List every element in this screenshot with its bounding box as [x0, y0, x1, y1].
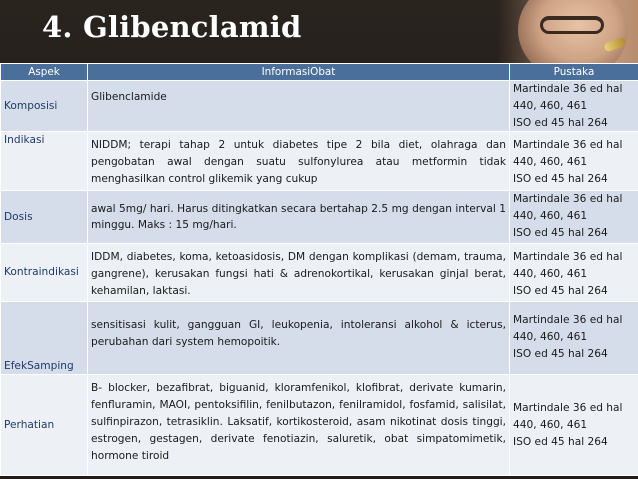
- informasi-cell: B- blocker, bezafibrat, biguanid, kloramfenikol, klofibrat, derivate kumarin, fenfluramin, MAOI, pentoksifilin, fenilbutazon, fenilramidol, fosfamid, salisilat, sulfinpirazon, tetrasiklin. Laksatif, kortikosteroid, asam nikotinat dosis tinggi, estrogen, gestagen, derivate fenotiazin, saluretik, obat simpatomimetik, hormone tiroid: [88, 375, 510, 476]
- pustaka-cell: Martindale 36 ed hal 440, 460, 461 ISO ed 45 hal 264: [510, 191, 638, 244]
- table-header-row: [1, 64, 638, 81]
- pustaka-cell: Martindale 36 ed hal 440, 460, 461 ISO ed 45 hal 264: [510, 375, 638, 476]
- informasi-cell: Glibenclamide: [88, 81, 510, 132]
- informasi-cell: IDDM, diabetes, koma, ketoasidosis, DM dengan komplikasi (demam, trauma, gangrene), kerusakan fungsi hati & adrenokortikal, kerusakan ginjal berat, kehamilan, laktasi.: [88, 244, 510, 302]
- header-photo: [498, 0, 638, 64]
- header-aspek: Aspek: [1, 64, 88, 81]
- table-row: [1, 244, 638, 302]
- aspek-cell: Komposisi: [1, 81, 88, 132]
- table-row: [1, 191, 638, 244]
- table-row: [1, 81, 638, 132]
- table-row: [1, 375, 638, 476]
- informasi-cell: NIDDM; terapi tahap 2 untuk diabetes tipe 2 bila diet, olahraga dan pengobatan awal dengan suatu sulfonylurea atau metformin tidak menghasilkan control glikemik yang cukup: [88, 132, 510, 191]
- informasi-cell: awal 5mg/ hari. Harus ditingkatkan secara bertahap 2.5 mg dengan interval 1 minggu. Maks : 15 mg/hari.: [88, 191, 510, 244]
- header-pustaka: Pustaka: [510, 64, 638, 81]
- pustaka-cell: Martindale 36 ed hal 440, 460, 461 ISO ed 45 hal 264: [510, 244, 638, 302]
- drug-info-table: [0, 63, 638, 476]
- pustaka-cell: Martindale 36 ed hal 440, 460, 461 ISO ed 45 hal 264: [510, 132, 638, 191]
- aspek-cell: Kontraindikasi: [1, 244, 88, 302]
- header-informasi-obat: InformasiObat: [88, 64, 510, 81]
- glasses-image: [540, 16, 604, 34]
- aspek-cell: EfekSamping: [1, 302, 88, 375]
- slide-title: 4. Glibenclamid: [42, 10, 302, 44]
- table-row: [1, 132, 638, 191]
- informasi-cell: sensitisasi kulit, gangguan GI, leukopenia, intoleransi alkohol & icterus, perubahan dari system hemopoitik.: [88, 302, 510, 375]
- aspek-cell: Indikasi: [1, 132, 88, 191]
- pustaka-cell: Martindale 36 ed hal 440, 460, 461 ISO ed 45 hal 264: [510, 81, 638, 132]
- table-row: [1, 302, 638, 375]
- pustaka-cell: Martindale 36 ed hal 440, 460, 461 ISO ed 45 hal 264: [510, 302, 638, 375]
- aspek-cell: Perhatian: [1, 375, 88, 476]
- aspek-cell: Dosis: [1, 191, 88, 244]
